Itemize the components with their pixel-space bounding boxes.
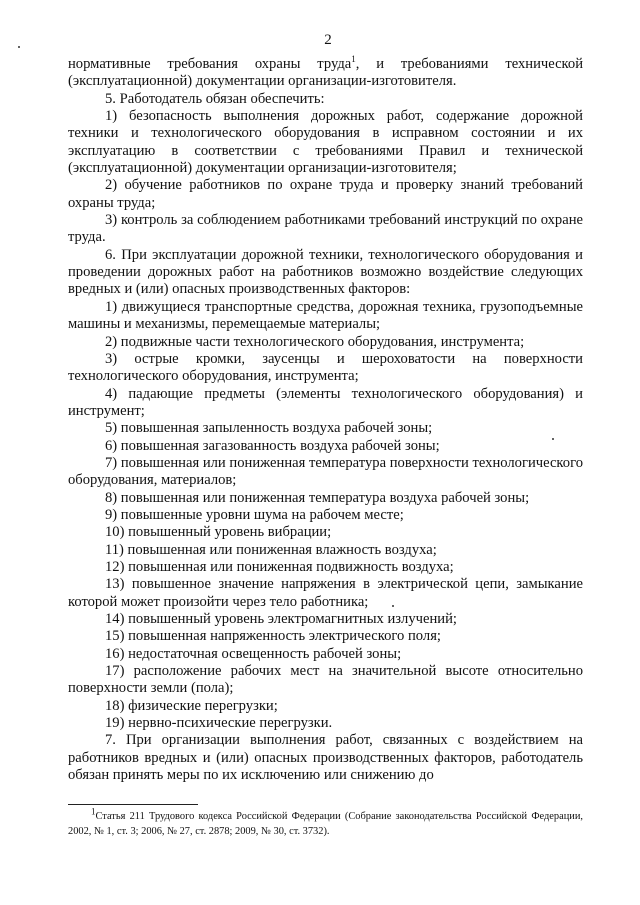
hazard-item-12: 12) повышенная или пониженная подвижность воздуха; (105, 558, 454, 575)
clause-7-text: 7. При организации выполнения работ, связанных с воздействием на работников вредных и (или) опасных производственных факторов, работодатель обязан принять меры по их исключению или снижению до (68, 732, 583, 784)
hazard-item-18: 18) физические перегрузки; (105, 697, 278, 714)
footnote-paragraph (68, 806, 583, 839)
paragraph-norms (68, 56, 583, 91)
hazard-item-10: 10) повышенный уровень вибрации; (105, 524, 332, 541)
hazard-item-15: 15) повышенная напряженность электрического поля; (105, 628, 441, 645)
hazard-item-7: 7) повышенная или пониженная температура поверхности технологического оборудования, материалов; (68, 454, 583, 489)
hazard-item-4: 4) падающие предметы (элементы технологического оборудования) и инструмент; (68, 385, 583, 419)
hazard-item-6: 6) повышенная загазованность воздуха рабочей зоны; (105, 437, 440, 454)
clause-6-heading: 6. При эксплуатации дорожной техники, технологического оборудования и проведении дорожных работ на работников возможно воздействие следующих вредных и (или) опасных производственных факторов: (68, 246, 583, 298)
clause-5-item-3: 3) контроль за соблюдением работниками требований инструкций по охране труда. (68, 212, 583, 246)
hazard-item-5: 5) повышенная запыленность воздуха рабочей зоны; (105, 420, 433, 437)
document-body (68, 56, 583, 784)
clause-5-item-1: 1) безопасность выполнения дорожных работ, содержание дорожной техники и технологического оборудования в исправном состоянии и их эксплуатацию в соответствии с требованиями Правил и технической (эксплуатационной) документации организации-изготовителя; (68, 108, 583, 177)
footnote-marker: 1 (91, 806, 96, 817)
scan-speck (552, 438, 554, 440)
footnote-reference[interactable]: 1 (351, 54, 356, 65)
scan-speck (18, 46, 20, 48)
paragraph-norms-text: нормативные требования охраны труда (68, 56, 352, 72)
hazard-item-11: 11) повышенная или пониженная влажность воздуха; (105, 541, 437, 558)
clause-5-heading: 5. Работодатель обязан обеспечить: (105, 90, 325, 107)
hazard-item-17: 17) расположение рабочих мест на значительной высоте относительно поверхности земли (пола); (68, 663, 583, 697)
paragraph-norms-tail: , и требованиями технической (эксплуатационной) документации организации-изготовителя. (68, 56, 584, 90)
hazard-item-16: 16) недостаточная освещенность рабочей зоны; (105, 645, 402, 662)
footnote-text: Статья 211 Трудового кодекса Российской Федерации (Собрание законодательства Российской Федерации, 2002, № 1, ст. 3; 2006, № 27, ст. 2878; 2009, № 30, ст. 3732). (68, 811, 583, 837)
hazard-item-2: 2) подвижные части технологического оборудования, инструмента; (105, 333, 525, 350)
page-number: 2 (324, 32, 332, 48)
clause-5-item-2: 2) обучение работников по охране труда и проверку знаний требований охраны труда; (68, 177, 583, 211)
hazard-item-9: 9) повышенные уровни шума на рабочем месте; (105, 506, 404, 523)
hazard-item-3: 3) острые кромки, заусенцы и шероховатости на поверхности технологического оборудования, инструмента; (68, 350, 583, 385)
footnote-divider (68, 804, 198, 805)
hazard-item-8: 8) повышенная или пониженная температура воздуха рабочей зоны; (105, 489, 530, 506)
hazard-item-14: 14) повышенный уровень электромагнитных излучений; (105, 611, 457, 627)
hazard-item-19: 19) нервно-психические перегрузки. (105, 715, 333, 732)
scan-speck (392, 605, 394, 607)
footnote (68, 806, 583, 839)
hazard-item-13: 13) повышенное значение напряжения в электрической цепи, замыкание которой может произойти через тело работника; (68, 576, 583, 610)
hazard-item-1: 1) движущиеся транспортные средства, дорожная техника, грузоподъемные машины и механизмы, перемещаемые материалы; (68, 298, 583, 333)
